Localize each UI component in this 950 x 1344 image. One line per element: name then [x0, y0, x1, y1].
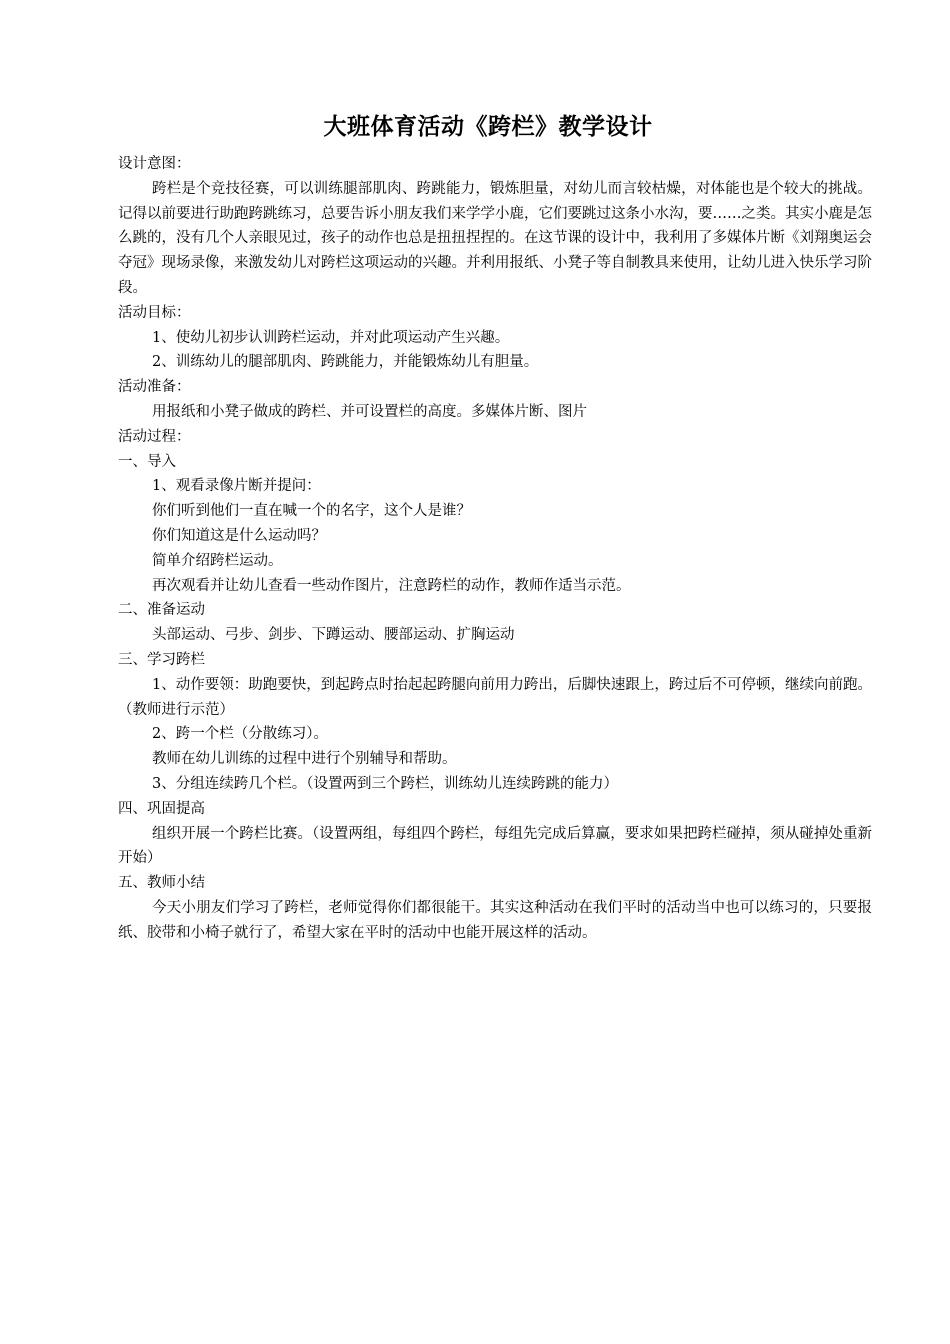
section-4-heading: 四、巩固提高 — [118, 800, 205, 817]
document-title: 大班体育活动《跨栏》教学设计 — [323, 114, 653, 140]
design-intent-paragraph: 跨栏是个竞技径赛，可以训练腿部肌肉、跨跳能力，锻炼胆量，对幼儿而言较枯燥，对体能也是个较大的挑战。记得以前要进行助跑跨跳练习，总要告诉小朋友我们来学学小鹿，它们要跳过这条小水沟，要……之类。其实小鹿是怎么跳的，没有几个人亲眼见过，孩子的动作也总是扭扭捏捏的。在这节课的设计中，我利用了多媒体片断《刘翔奥运会夺冠》现场录像，来激发幼儿对跨栏这项运动的兴趣。并利用报纸、小凳子等自制教具来使用，让幼儿进入快乐学习阶段。 — [118, 180, 872, 296]
section-3-line-1: 1、动作要领：助跑要快，到起跨点时抬起起跨腿向前用力跨出，后脚快速跟上，跨过后不可停顿，继续向前跑。（教师进行示范） — [118, 676, 872, 718]
section-1-line-3: 你们知道这是什么运动吗？ — [152, 527, 326, 544]
prep-text: 用报纸和小凳子做成的跨栏、并可设置栏的高度。多媒体片断、图片 — [152, 403, 587, 420]
process-heading: 活动过程： — [118, 428, 191, 445]
section-1-line-2: 你们听到他们一直在喊一个的名字，这个人是谁？ — [152, 503, 471, 520]
section-5-heading: 五、教师小结 — [118, 875, 205, 892]
section-2-heading: 二、准备运动 — [118, 602, 205, 619]
design-intent-heading: 设计意图： — [118, 156, 191, 172]
goal-item-1: 1、使幼儿初步认训跨栏运动，并对此项运动产生兴趣。 — [152, 329, 510, 346]
section-3-line-2: 2、跨一个栏（分散练习）。 — [152, 726, 328, 743]
section-3-heading: 三、学习跨栏 — [118, 651, 205, 668]
goals-heading: 活动目标： — [118, 304, 191, 321]
section-3-line-4: 3、分组连续跨几个栏。（设置两到三个跨栏，训练幼儿连续跨跳的能力） — [152, 775, 618, 792]
prep-heading: 活动准备： — [118, 379, 191, 396]
goal-item-2: 2、训练幼儿的腿部肌肉、跨跳能力，并能锻炼幼儿有胆量。 — [152, 354, 539, 371]
section-1-line-5: 再次观看并让幼儿查看一些动作图片，注意跨栏的动作，教师作适当示范。 — [152, 577, 631, 594]
section-1-line-1: 1、观看录像片断并提问： — [152, 478, 321, 495]
section-2-line-1: 头部运动、弓步、剑步、下蹲运动、腰部运动、扩胸运动 — [152, 627, 515, 644]
section-1-line-4: 简单介绍跨栏运动。 — [152, 552, 283, 569]
section-5-line-1: 今天小朋友们学习了跨栏，老师觉得你们都很能干。其实这种活动在我们平时的活动当中也可以练习的，只要报纸、胶带和小椅子就行了，希望大家在平时的活动中也能开展这样的活动。 — [118, 899, 872, 941]
document-body — [118, 152, 872, 946]
section-4-line-1: 组织开展一个跨栏比赛。（设置两组，每组四个跨栏，每组先完成后算赢，要求如果把跨栏碰掉，须从碰掉处重新开始） — [118, 825, 872, 867]
section-3-line-3: 教师在幼儿训练的过程中进行个别辅导和帮助。 — [152, 751, 457, 768]
section-1-heading: 一、导入 — [118, 453, 176, 470]
